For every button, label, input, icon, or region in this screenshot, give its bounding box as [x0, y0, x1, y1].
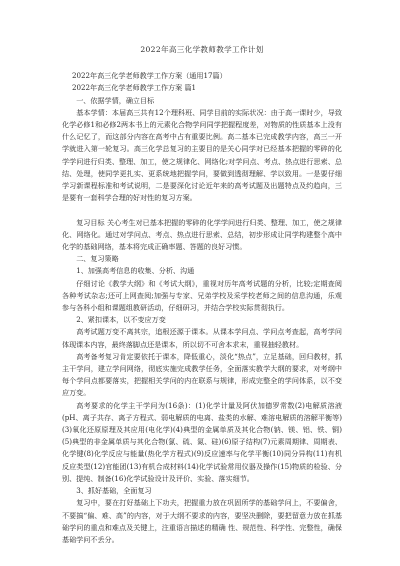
body-paragraph: 基本学情：本届高三共有12个理科班、同学目前的实际状况：由于高一课时少，导致化学必修1和必修2两本书上的元素化合物学问同学把握程度差，对物质的性质基本上没有什么记忆了，而这部分内容在高考中占有重要比例。高二基本已完成教学内容，高三一开学就进入第一轮复习。高三化学总复习的主要目的是关心同学对已经基本把握的零碎的化学学问进行归类、整理、加工，使之规律化、网络化;对学问点、考点、热点进行思索、总结、处理，使同学更扎实、更系统地把握学问，要做到透彻理解、学以致用。一是要仔细学习新课程标准和考试说明，二是要深化讨论近年来的高考试题及出题特点及约趋向，三是要有一套科学合理的好对性的复习方案。	[62, 107, 342, 203]
section-heading: 2、紧扣课本，以不变应万变	[76, 315, 166, 325]
body-paragraph: 高考备考复习肯定要依托于课本，降低重心，淡化“热点”，立足基础，回归教材，抓主干学问，建立学问网络，彻底实施完成教学任务，全面落实教学大纲的要求，对考纲中每个学问点都要落实，把握相关学问的内在联系与规律，形成完整全的学问体系，以不变应万变。	[62, 351, 342, 398]
body-paragraph: 高考要求的化学主干学问为(16条)：(1)化学计量及阿伏加德罗常数(2)电解质溶液(pH、离子共存、离子方程式、弱电解质的电离、盐类的水解、难溶电解质的溶解平衡等)(3)氧化还原原理及其应用(电化学)(4)典型的金属单质及其化合物(钠、镁、铝、铁、铜)(5)典型的非金属单质与其化合物(氯、硫、氮、硅)(6)原子结构(7)元素周期律、周期表、化学键(8)化学反应与能量(热化学方程式)(9)反应速率与化学平衡(10)同分异构(11)有机反应类型(12)官能团(13)有机合成材料(14)化学试验常用仪器及操作(15)物质的检验、分别、提纯、制备(16)化学试验设计及评价、实验、落实细节。	[62, 400, 342, 483]
section-heading: 3、抓好基础，全面复习	[76, 486, 152, 496]
section-title: 2022年高三化学老师教学工作方案 篇1	[71, 83, 197, 93]
body-paragraph: 复习目标 关心考生对已基本把握的零碎的化学学问进行归类、整理、加工，使之规律化、网络化。通过对学问点、考点、热点进行思索、总结，初步形成让同学构建整个高中化学的基础网络，基本将完成正确率题、答题的良好习惯。	[62, 217, 342, 252]
body-paragraph: 复习中，要在打好基础上下功夫，把握重力放在巩固所学的基础学问上，不要偏舍，不要搞“偏、难、高”的内容，对于大纲不要求的内容，要坚决删除，要把留意力放在抓基础学问的重点和难点及关键上，注重语言描述的精确 性、规范性、科学性、完整性，确保基础学问不丢分。	[62, 498, 342, 544]
paragraph-spacer	[62, 204, 342, 216]
section-heading: 二、复习策略	[76, 254, 119, 264]
section-heading: 一、依据学情，确立目标	[76, 95, 155, 105]
body-paragraph: 高考试题万变不离其宗，追根还源于课本。从课本学问点、学问点考查起，高考学问体现课本内容，最终落脚点还是课本，所以切不可舍本求末，重视抽轻教材。	[62, 327, 342, 349]
body-paragraph: 仔细讨论《教学大纲》和《考试大纲》，重视对历年高考试题的分析，比较;定期查阅各种考试杂志;还可上网查阅;加强与专家、兄弟学校及采学校老师之间的信息沟通，乐观参与各科小组和课题组教研活动，仔细研习，并结合学校实际贯彻执行。	[62, 278, 342, 313]
section-heading: 1、加强高考信息的收集、分析、沟通	[76, 266, 195, 276]
document-title: 2022年高三化学教师教学工作计划	[140, 45, 264, 54]
document-body	[62, 95, 342, 547]
document-subtitle: 2022年高三化学老师教学工作方案（通用17篇）	[71, 71, 227, 81]
